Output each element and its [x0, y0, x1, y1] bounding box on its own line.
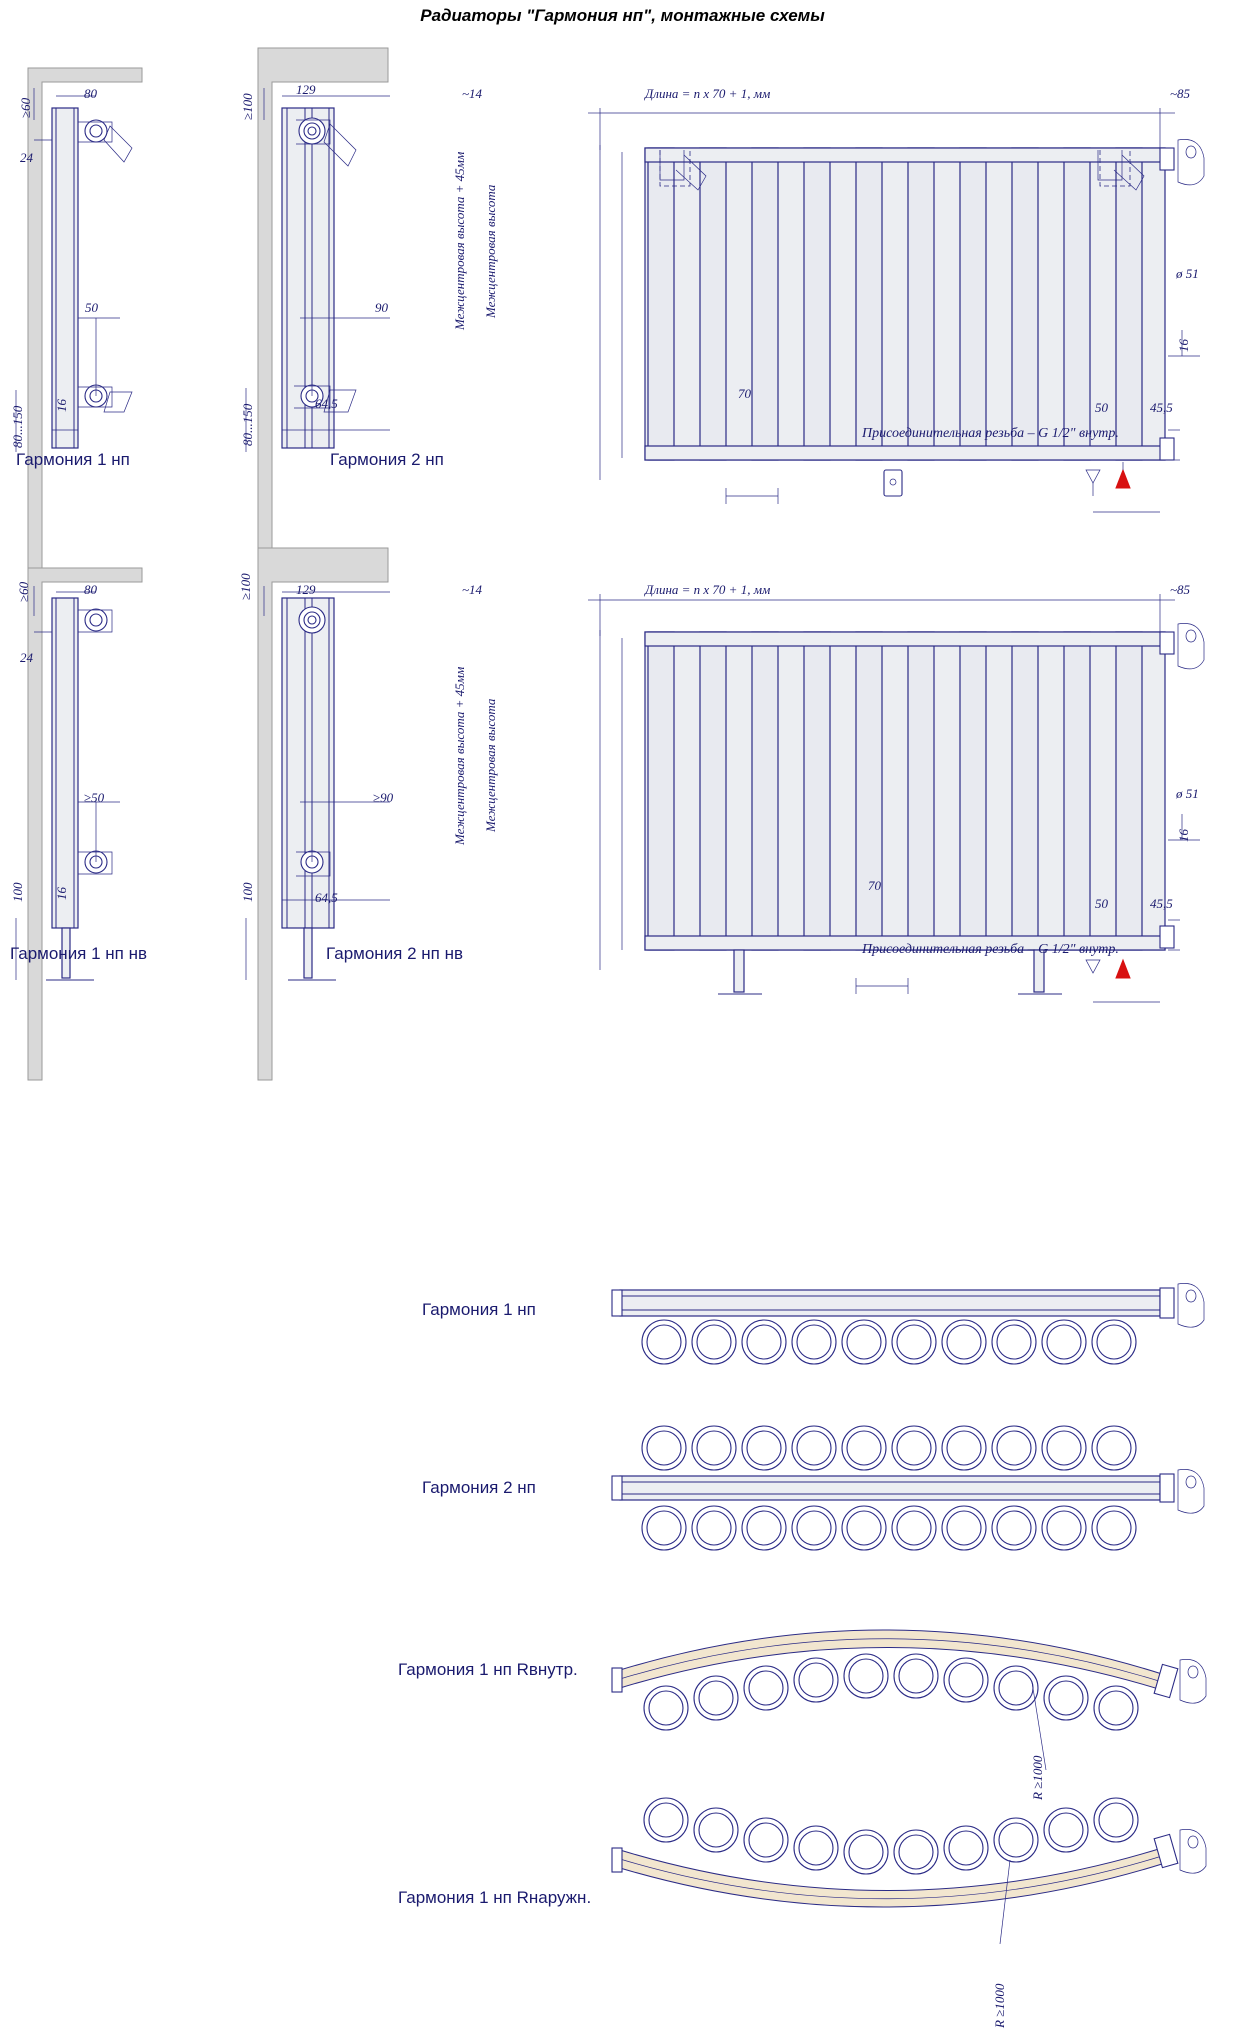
row2-graphics	[0, 520, 1245, 1040]
dim-v1-24: 24	[20, 150, 33, 165]
dim-b1-80: 80	[84, 582, 97, 597]
dim-m-70: 70	[868, 878, 881, 893]
dim-b1-100: 100	[10, 882, 25, 902]
caption-g1np-rnar: Гармония 1 нп Rнаружн.	[398, 1888, 592, 1907]
dim-t-70: 70	[738, 386, 751, 401]
caption-g2np-bottom: Гармония 2 нп	[422, 1478, 536, 1497]
dim-v2-90: 90	[375, 300, 388, 315]
dim-t-14: ~14	[462, 86, 483, 101]
dim-t-d51: ø 51	[1176, 266, 1199, 281]
dim-v1-16: 16	[54, 399, 69, 412]
dim-m-14: ~14	[462, 582, 483, 597]
dim-t-16: 16	[1176, 339, 1191, 352]
caption-g1np-nv: Гармония 1 нп нв	[10, 944, 148, 963]
page-title: Радиаторы "Гармония нп", монтажные схемы	[420, 6, 825, 25]
dim-b1-16: 16	[54, 887, 69, 900]
dim-v1-80: 80	[84, 86, 97, 101]
dim-t-50: 50	[1095, 400, 1108, 415]
note-thread-top: Присоединительная резьба – G 1/2" внутр.	[862, 426, 1119, 441]
row1-graphics	[0, 0, 1245, 520]
caption-g1np: Гармония 1 нп	[16, 450, 130, 469]
row3-graphics	[0, 1270, 1245, 1930]
dim-v2-100: ≥100	[240, 93, 255, 120]
dim-v2-80-150: 80...150	[240, 403, 255, 446]
dim-m-50: 50	[1095, 896, 1108, 911]
label-interaxis-plus45: Межцентровая высота + 45мм	[452, 151, 467, 330]
dim-b2-645: 64,5	[315, 890, 338, 905]
dim-m-d51: ø 51	[1176, 786, 1199, 801]
dim-b2-129: 129	[296, 582, 316, 597]
caption-g1np-bottom: Гармония 1 нп	[422, 1300, 536, 1319]
dim-v2-645: 64,5	[315, 396, 338, 411]
caption-g1np-rvn: Гармония 1 нп Rвнутр.	[398, 1660, 578, 1679]
dim-v1-80-150: 80...150	[10, 405, 25, 448]
dim-b2-100: ≥100	[238, 573, 253, 600]
dim-m-16: 16	[1176, 829, 1191, 842]
label-length-formula: Длина = n x 70 + 1, мм	[645, 86, 771, 101]
label-r-external: R ≥1000	[992, 1983, 1007, 2028]
dim-v2-129: 129	[296, 82, 316, 97]
label-interaxis: Межцентровая высота	[483, 184, 498, 318]
dim-b1-60: ≥60	[16, 581, 31, 602]
dim-b2-100b: 100	[240, 882, 255, 902]
note-thread-mid: Присоединительная резьба – G 1/2" внутр.	[862, 942, 1119, 957]
dim-b1-50: ≥50	[84, 790, 105, 805]
label-interaxis-2: Межцентровая высота	[483, 698, 498, 832]
dim-v1-60: ≥60	[18, 97, 33, 118]
dim-v1-50: 50	[85, 300, 98, 315]
dim-b2-90: ≥90	[373, 790, 394, 805]
dim-m-85: ~85	[1170, 582, 1191, 597]
dim-m-455: 45,5	[1150, 896, 1173, 911]
label-r-internal: R ≥1000	[1030, 1755, 1045, 1800]
label-interaxis-plus45-2: Межцентровая высота + 45мм	[452, 666, 467, 845]
dim-t-85: ~85	[1170, 86, 1191, 101]
dim-b1-24: 24	[20, 650, 33, 665]
dim-t-455: 45,5	[1150, 400, 1173, 415]
caption-g2np: Гармония 2 нп	[330, 450, 444, 469]
label-length-formula-2: Длина = n x 70 + 1, мм	[645, 582, 771, 597]
caption-g2np-nv: Гармония 2 нп нв	[326, 944, 464, 963]
